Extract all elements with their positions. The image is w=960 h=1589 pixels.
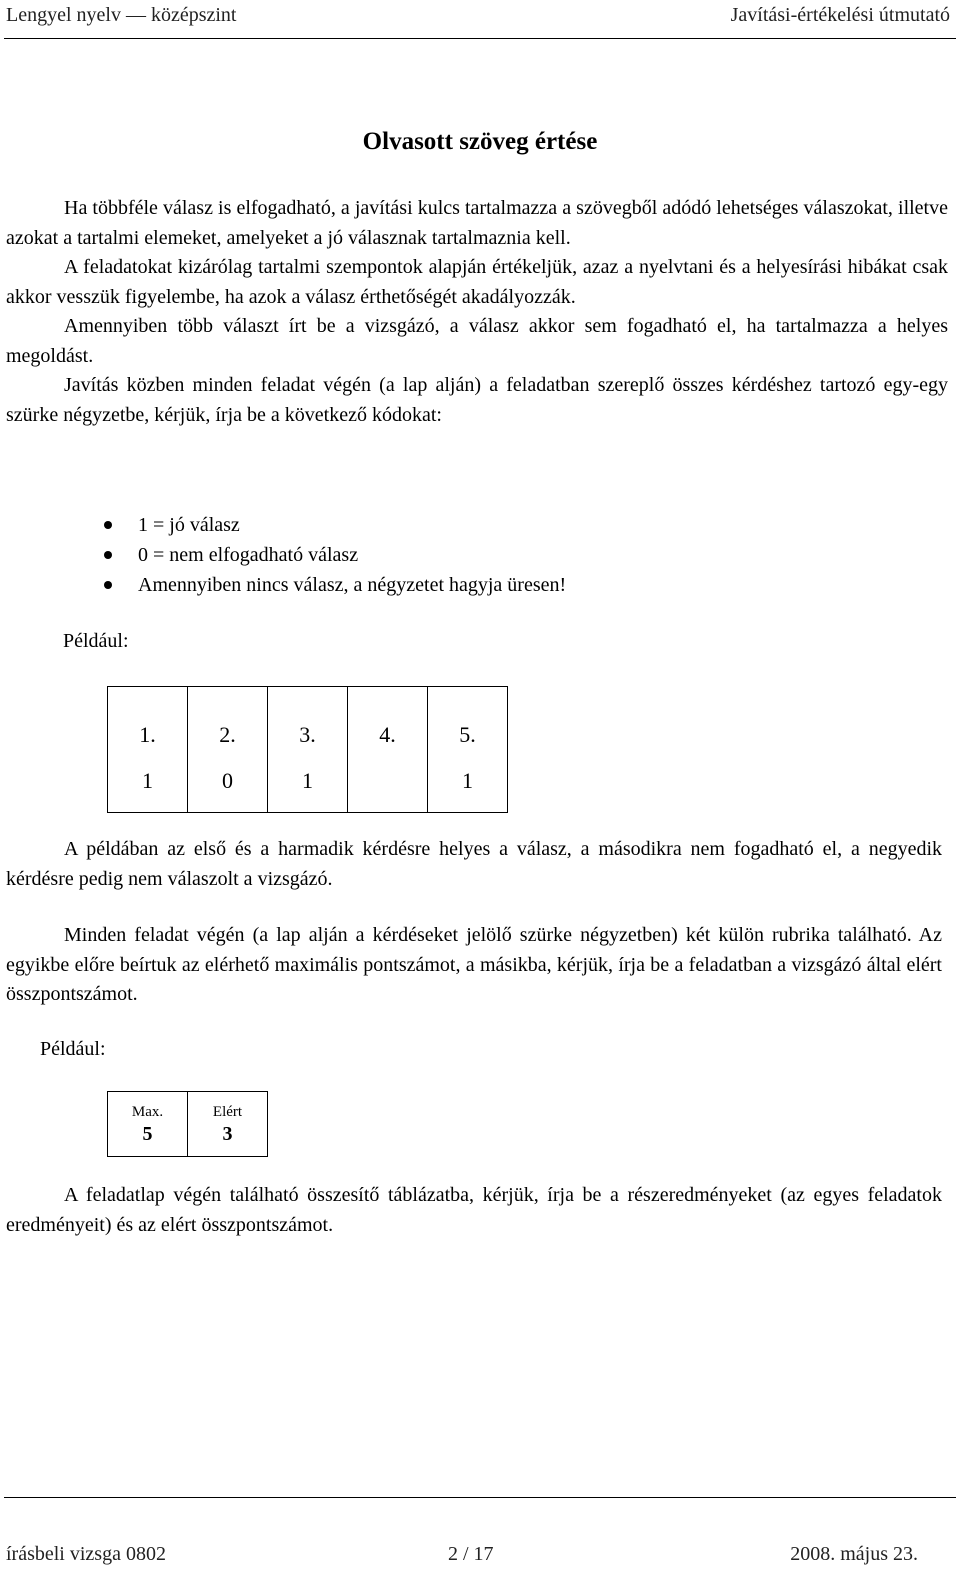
code-table-header: 5. bbox=[428, 687, 508, 751]
score-table-header: Elért bbox=[188, 1092, 268, 1123]
example-explanation: A példában az első és a harmadik kérdésre helyes a válasz, a másodikra nem fogadható el, a negyedik kérdésre pedig nem válaszolt a vizsgázó. bbox=[6, 838, 942, 890]
intro-paragraph-3: Amennyiben több választ írt be a vizsgázó, a válasz akkor sem fogadható el, ha tartalmazza a helyes megoldást. bbox=[6, 315, 948, 367]
code-table-header: 2. bbox=[188, 687, 268, 751]
example-label: Például: bbox=[40, 1038, 106, 1060]
code-table-cell: 1 bbox=[268, 750, 348, 813]
header-doc-type: Javítási-értékelési útmutató bbox=[730, 4, 950, 26]
bullet-icon bbox=[104, 581, 112, 589]
intro-paragraph-2: A feladatokat kizárólag tartalmi szempontok alapján értékeljük, azaz a nyelvtani és a helyesírási hibákat csak akkor vesszük figyelembe, ha azok a válasz érthetőségét akadályozzák. bbox=[6, 256, 948, 308]
score-table-header: Max. bbox=[108, 1092, 188, 1123]
intro-text bbox=[6, 194, 948, 430]
bullet-icon bbox=[104, 551, 112, 559]
footer-date: 2008. május 23. bbox=[790, 1543, 918, 1565]
bullet-icon bbox=[104, 521, 112, 529]
rubric-paragraph: Minden feladat végén (a lap alján a kérdéseket jelölő szürke négyzetben) két külön rubrika található. Az egyikbe előre beírtuk az elérhető maximális pontszámot, a másikba, kérjük, írja be a feladatban a vizsgázó által elért összpontszámot. bbox=[6, 924, 942, 1005]
header-subject: Lengyel nyelv — középszint bbox=[6, 4, 237, 26]
summary-paragraph: A feladatlap végén található összesítő táblázatba, kérjük, írja be a részeredményeket (az egyes feladatok eredményeit) és az elért összpontszámot. bbox=[6, 1184, 942, 1236]
code-table-cell: 1 bbox=[108, 750, 188, 813]
example-label: Például: bbox=[63, 630, 129, 652]
score-table-cell: 5 bbox=[108, 1122, 188, 1157]
example-code-table bbox=[107, 686, 508, 813]
code-table-cell: 0 bbox=[188, 750, 268, 813]
code-table-header: 4. bbox=[348, 687, 428, 751]
score-table-cell: 3 bbox=[188, 1122, 268, 1157]
list-item-text: Amennyiben nincs válasz, a négyzetet hagyja üresen! bbox=[138, 574, 567, 596]
footer-page-number: 2 / 17 bbox=[448, 1543, 494, 1565]
code-table-cell: 1 bbox=[428, 750, 508, 813]
example-score-table bbox=[107, 1091, 268, 1157]
list-item-text: 0 = nem elfogadható válasz bbox=[138, 544, 359, 566]
code-table-header: 1. bbox=[108, 687, 188, 751]
page-title: Olvasott szöveg értése bbox=[362, 128, 598, 155]
footer-divider bbox=[4, 1497, 956, 1498]
header-divider bbox=[4, 38, 956, 39]
code-table-header: 3. bbox=[268, 687, 348, 751]
footer-exam-id: írásbeli vizsga 0802 bbox=[6, 1543, 166, 1565]
list-item-text: 1 = jó válasz bbox=[138, 514, 240, 536]
code-table-cell bbox=[348, 750, 428, 813]
intro-paragraph-4: Javítás közben minden feladat végén (a lap alján) a feladatban szereplő összes kérdéshez tartozó egy-egy szürke négyzetbe, kérjük, írja be a következő kódokat: bbox=[6, 374, 948, 426]
intro-paragraph-1: Ha többféle válasz is elfogadható, a javítási kulcs tartalmazza a szövegből adódó lehetséges válaszokat, illetve azokat a tartalmi elemeket, amelyeket a jó válasznak tartalmaznia kell. bbox=[6, 197, 948, 249]
